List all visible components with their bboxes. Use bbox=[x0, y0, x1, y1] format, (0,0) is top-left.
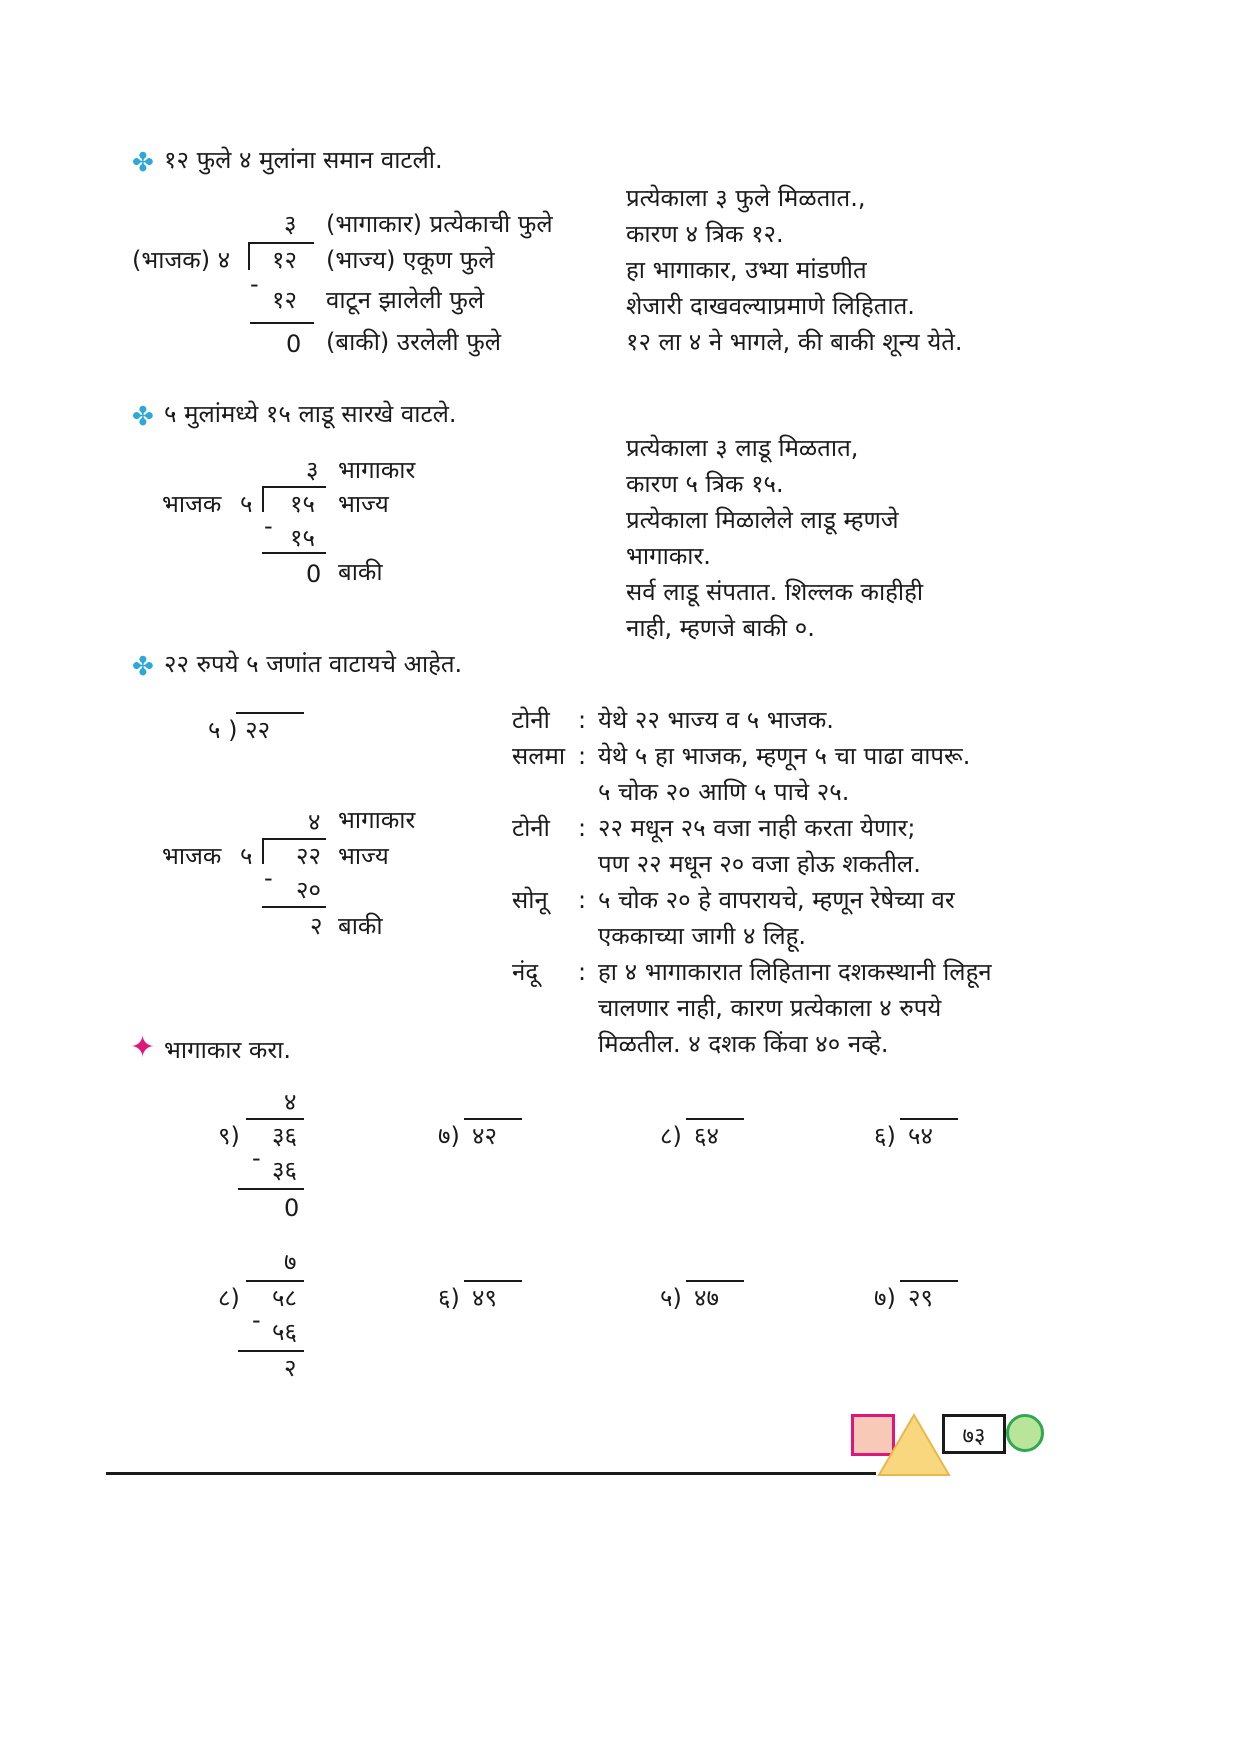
s3-divisor-word: भाजक bbox=[162, 842, 222, 870]
s1-quotient-label: (भागाकार) प्रत्येकाची फुले bbox=[326, 210, 553, 238]
ex-solved1-quotient: ४ bbox=[284, 1088, 297, 1116]
s1-dividend: १२ bbox=[272, 246, 297, 274]
page-number-box bbox=[942, 1414, 1006, 1454]
s3-remainder-label: बाकी bbox=[338, 912, 383, 940]
dialog-colon: : bbox=[578, 958, 587, 986]
dialog-speaker: टोनी bbox=[512, 814, 550, 842]
dialog-line: पण २२ मधून २० वजा होऊ शकतील. bbox=[598, 850, 921, 878]
s1-explain-line: प्रत्येकाला ३ फुले मिळतात., bbox=[626, 184, 866, 212]
dialog-line: २२ मधून २५ वजा नाही करता येणार; bbox=[598, 814, 916, 842]
flower-bullet-icon: ✤ bbox=[132, 402, 154, 432]
division-bar bbox=[236, 712, 304, 714]
dialog-line: ५ चोक २० आणि ५ पाचे २५. bbox=[598, 778, 850, 806]
s1-remainder: 0 bbox=[286, 330, 302, 358]
s3-remainder: २ bbox=[310, 912, 323, 940]
s2-divisor: ५ bbox=[240, 490, 253, 518]
s2-dividend-label: भाज्य bbox=[338, 490, 389, 518]
s1-explain-line: कारण ४ त्रिक १२. bbox=[626, 220, 784, 248]
dialog-line: मिळतील. ४ दशक किंवा ४० नव्हे. bbox=[598, 1030, 889, 1058]
minus-sign: - bbox=[252, 1144, 261, 1172]
s1-explain-line: शेजारी दाखवल्याप्रमाणे लिहितात. bbox=[626, 292, 915, 320]
s2-explain-line: सर्व लाडू संपतात. शिल्लक काहीही bbox=[626, 578, 924, 606]
s2-quotient-label: भागाकार bbox=[338, 456, 416, 484]
division-bar bbox=[686, 1280, 744, 1282]
minus-sign: - bbox=[252, 1306, 261, 1334]
s1-remainder-label: (बाकी) उरलेली फुले bbox=[326, 328, 502, 356]
ex-problem-dividend: ५४ bbox=[908, 1122, 933, 1150]
green-circle-icon bbox=[1006, 1414, 1044, 1452]
dialog-speaker: सलमा bbox=[512, 742, 566, 770]
minus-sign: - bbox=[264, 864, 273, 892]
s2-explain-line: नाही, म्हणजे बाकी ०. bbox=[626, 614, 815, 642]
dialog-line: येथे ५ हा भाजक, म्हणून ५ चा पाढा वापरू. bbox=[598, 742, 971, 770]
division-bar bbox=[464, 1118, 522, 1120]
s1-explain-line: १२ ला ४ ने भागले, की बाकी शून्य येते. bbox=[626, 328, 963, 356]
s3-quotient: ४ bbox=[308, 808, 321, 836]
s2-explain-line: कारण ५ त्रिक १५. bbox=[626, 470, 784, 498]
s2-explain-line: प्रत्येकाला ३ लाडू मिळतात, bbox=[626, 434, 859, 462]
subtraction-line bbox=[262, 552, 326, 554]
dialog-colon: : bbox=[578, 706, 587, 734]
subtraction-line bbox=[250, 322, 314, 324]
section2-heading: ५ मुलांमध्ये १५ लाडू सारखे वाटले. bbox=[164, 400, 457, 428]
division-bar bbox=[248, 242, 314, 244]
division-bracket bbox=[262, 486, 264, 512]
s3-dividend: २२ bbox=[296, 842, 321, 870]
ex-solved2-divisor: ८) bbox=[218, 1284, 240, 1312]
s3-divisor: ५ bbox=[240, 842, 253, 870]
dialog-line: येथे २२ भाज्य व ५ भाजक. bbox=[598, 706, 834, 734]
division-bar bbox=[900, 1280, 958, 1282]
ex-problem-divisor: ७) bbox=[874, 1284, 896, 1312]
ex-solved1-product: ३६ bbox=[272, 1156, 297, 1184]
ex-problem-divisor: ५) bbox=[660, 1284, 682, 1312]
dialog-line: ५ चोक २० हे वापरायचे, म्हणून रेषेच्या वर bbox=[598, 886, 955, 914]
s1-product: १२ bbox=[272, 286, 297, 314]
division-bar bbox=[686, 1118, 744, 1120]
star-bullet-icon: ✦ bbox=[130, 1030, 156, 1065]
ex-problem-divisor: ८) bbox=[660, 1122, 682, 1150]
s1-explain-line: हा भागाकार, उभ्या मांडणीत bbox=[626, 256, 867, 284]
dialog-colon: : bbox=[578, 886, 587, 914]
s2-remainder: 0 bbox=[306, 560, 322, 588]
s2-explain-line: प्रत्येकाला मिळालेले लाडू म्हणजे bbox=[626, 506, 899, 534]
section1-heading: १२ फुले ४ मुलांना समान वाटली. bbox=[164, 146, 443, 174]
ex-solved1-dividend: ३६ bbox=[272, 1122, 297, 1150]
s3-product: २० bbox=[296, 876, 321, 904]
subtraction-line bbox=[262, 906, 326, 908]
minus-sign: - bbox=[264, 512, 273, 540]
division-bar bbox=[900, 1118, 958, 1120]
yellow-triangle-icon bbox=[876, 1412, 952, 1478]
s1-divisor-label: (भाजक) ४ bbox=[132, 246, 231, 274]
dialog-line: एककाच्या जागी ४ लिहू. bbox=[598, 922, 806, 950]
ex-problem-divisor: ६) bbox=[438, 1284, 460, 1312]
dialog-colon: : bbox=[578, 814, 587, 842]
flower-bullet-icon: ✤ bbox=[132, 148, 154, 178]
exercise-heading: भागाकार करा. bbox=[164, 1036, 292, 1064]
subtraction-line bbox=[238, 1350, 304, 1352]
dialog-speaker: सोनू bbox=[512, 886, 548, 914]
ex-problem-divisor: ७) bbox=[438, 1122, 460, 1150]
minus-sign: - bbox=[250, 270, 259, 298]
ex-problem-divisor: ६) bbox=[874, 1122, 896, 1150]
ex-problem-dividend: ४७ bbox=[694, 1284, 719, 1312]
ex-solved2-quotient: ७ bbox=[284, 1248, 297, 1276]
s3-quotient-label: भागाकार bbox=[338, 806, 416, 834]
division-bar bbox=[246, 1118, 304, 1120]
s2-product: १५ bbox=[290, 524, 315, 552]
s3-dividend-label: भाज्य bbox=[338, 842, 389, 870]
s2-remainder-label: बाकी bbox=[338, 558, 383, 586]
ex-problem-dividend: ४२ bbox=[472, 1122, 497, 1150]
dialog-speaker: टोनी bbox=[512, 706, 550, 734]
ex-solved2-product: ५६ bbox=[272, 1318, 297, 1346]
flower-bullet-icon: ✤ bbox=[132, 652, 154, 682]
division-bar bbox=[246, 1280, 304, 1282]
s2-explain-line: भागाकार. bbox=[626, 542, 711, 570]
section3-heading: २२ रुपये ५ जणांत वाटायचे आहेत. bbox=[164, 650, 463, 678]
page-number: ७३ bbox=[962, 1424, 986, 1449]
division-bracket bbox=[248, 242, 250, 270]
ex-solved2-dividend: ५८ bbox=[272, 1284, 297, 1312]
s1-dividend-label: (भाज्य) एकूण फुले bbox=[326, 246, 495, 274]
subtraction-line bbox=[238, 1188, 304, 1190]
s3-setup: ५ ) २२ bbox=[208, 716, 271, 744]
ex-problem-dividend: २९ bbox=[908, 1284, 933, 1312]
s1-quotient: ३ bbox=[284, 210, 297, 238]
dialog-speaker: नंदू bbox=[512, 958, 539, 986]
dialog-colon: : bbox=[578, 742, 587, 770]
s1-product-label: वाटून झालेली फुले bbox=[326, 286, 485, 314]
division-bar bbox=[262, 486, 326, 488]
s2-divisor-word: भाजक bbox=[162, 490, 222, 518]
division-bar bbox=[464, 1280, 522, 1282]
ex-problem-dividend: ६४ bbox=[694, 1122, 719, 1150]
dialog-line: हा ४ भागाकारात लिहिताना दशकस्थानी लिहून bbox=[598, 958, 992, 986]
s2-quotient: ३ bbox=[306, 456, 319, 484]
s2-dividend: १५ bbox=[290, 490, 315, 518]
dialog-line: चालणार नाही, कारण प्रत्येकाला ४ रुपये bbox=[598, 994, 942, 1022]
ex-solved2-remainder: २ bbox=[284, 1354, 297, 1382]
footer-rule bbox=[106, 1472, 876, 1475]
ex-solved1-remainder: 0 bbox=[284, 1194, 300, 1222]
division-bracket bbox=[262, 838, 264, 864]
ex-problem-dividend: ४९ bbox=[472, 1284, 497, 1312]
division-bar bbox=[262, 838, 326, 840]
ex-solved1-divisor: ९) bbox=[218, 1122, 240, 1150]
